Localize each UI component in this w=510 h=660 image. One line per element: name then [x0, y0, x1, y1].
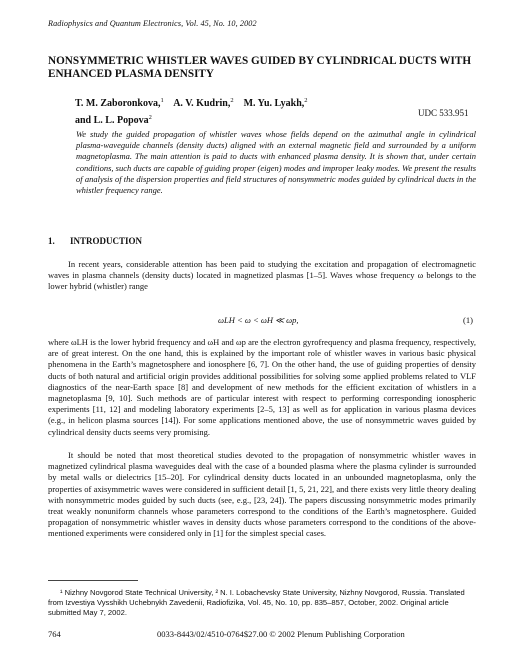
section-title: INTRODUCTION	[70, 236, 143, 246]
section-number: 1.	[48, 236, 55, 246]
equation-number: (1)	[463, 315, 473, 325]
author-3: M. Yu. Lyakh,	[243, 98, 305, 109]
author-2: A. V. Kudrin,	[173, 98, 231, 109]
section-heading	[48, 236, 142, 246]
paragraph-2: where ωLH is the lower hybrid frequency and ωH and ωp are the electron gyrofrequency and plasma frequency, respectively, are of great interest. On the one hand, this is explained by the important role of whistler waves in various basic physical phenomena in the Earth’s magnetosphere and ionosphere [6, 7]. On the other hand, the use of guiding properties of density ducts of both natural and artificial origin provides additional possibilities for solving some applied problems related to VLF diagnostics of the near-Earth space [8] and development of new methods for the efficient excitation of whistlers in a magnetoplasma [9, 10]. Such methods are of particular interest with respect to performing corresponding ionospheric experiments [11, 12] and modeling laboratory experiments [2–5, 13] as well as for application in various plasma devices (e.g., in helicon plasma sources [14]). For some applications mentioned above, the use of nonsymmetric waves guided by cylindrical density ducts seems very promising.	[48, 337, 476, 437]
author-4: and L. L. Popova	[75, 115, 149, 126]
udc-code: UDC 533.951	[418, 108, 469, 118]
author-2-affiliation: 2	[230, 97, 234, 104]
abstract: We study the guided propagation of whistler waves whose fields depend on the azimuthal angle in cylindrical plasma-waveguide channels (density ducts) aligned with an external magnetic field and surrounded by a uniform magnetoplasma. The main attention is paid to ducts with enhanced plasma density. It is shown that, under certain conditions, such ducts are capable of guiding proper (eigen) modes and improper leaky modes. We present the results of analysis of the dispersion properties and field structures of nonsymmetric modes guided by cylindrical ducts in the whistler frequency range.	[76, 129, 476, 196]
paper-title: NONSYMMETRIC WHISTLER WAVES GUIDED BY CYLINDRICAL DUCTS WITH ENHANCED PLASMA DENSITY	[48, 55, 472, 80]
copyright-line: 0033-8443/02/4510-0764$27.00 © 2002 Plenum Publishing Corporation	[157, 629, 405, 639]
author-1: T. M. Zaboronkova,	[75, 98, 161, 109]
author-4-affiliation: 2	[148, 114, 152, 121]
author-list	[75, 94, 455, 128]
footnote-rule	[48, 580, 138, 581]
author-1-affiliation: 1	[160, 97, 164, 104]
page-number: 764	[48, 629, 61, 639]
paragraph-3: It should be noted that most theoretical studies devoted to the propagation of nonsymmetric whistler waves in magnetized cylindrical plasma waveguides deal with the case of a bounded plasma where the plasma cylinder is surrounded by metal walls or dielectrics [15–20]. For cylindrical density ducts located in an unbounded magnetoplasma, only the properties of axisymmetric waves were considered in sufficient detail [1, 5, 21, 22], and there exists very little theory dealing with nonsymmetric modes guided by such ducts (see, e.g., [23, 24]). The papers discussing nonsymmetric modes primarily treat weakly nonuniform channels whose parameters correspond to the conditions of the Earth’s magnetosphere. Guided propagation of nonsymmetric whistler waves in density ducts whose parameters correspond to the conditions of the above-mentioned experiments were considered only in [1] for the simplest special cases.	[48, 450, 476, 539]
equation-1: ωLH < ω < ωH ≪ ωp,	[218, 315, 299, 325]
journal-header: Radiophysics and Quantum Electronics, Vol. 45, No. 10, 2002	[48, 19, 257, 28]
paragraph-1: In recent years, considerable attention has been paid to studying the excitation and propagation of electromagnetic waves in plasma channels (density ducts) located in magnetized plasmas [1–5]. Waves whose frequency ω belongs to the lower hybrid (whistler) range	[48, 259, 476, 292]
footnote: ¹ Nizhny Novgorod State Technical University, ² N. I. Lobachevsky State University, Nizhny Novgorod, Russia. Translated from Izvestiya Vysshikh Uchebnykh Zavedenii, Radiofizika, Vol. 45, No. 10, pp. 835–857, October, 2002. Original article submitted May 7, 2002.	[48, 588, 465, 618]
author-3-affiliation: 2	[304, 97, 308, 104]
